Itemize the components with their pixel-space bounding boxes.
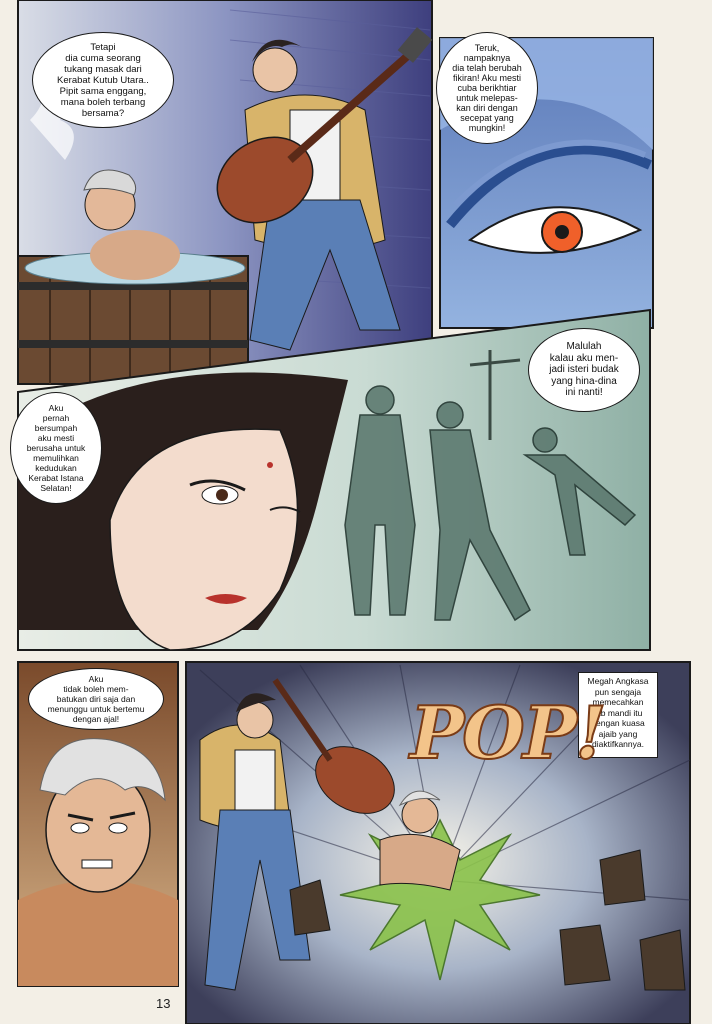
speech-balloon-panel-3-left: Aku pernah bersumpah aku mesti berusaha untuk memulihkan kedudukan Kerabat Istana Selatan! — [10, 392, 102, 504]
speech-balloon-panel-3-right: Malulah kalau aku men- jadi isteri budak yang hina-dina ini nanti! — [528, 328, 640, 412]
page-number: 13 — [156, 996, 171, 1011]
speech-balloon-panel-4: Aku tidak boleh mem- batukan diri saja dan menunggu untuk bertemu dengan ajal! — [28, 668, 164, 730]
caption-box-panel-5: Megah Angkasa pun sengaja memecahkan tab mandi itu dengan kuasa ajaib yang diaktifkannya. — [578, 672, 658, 758]
speech-balloon-panel-2: Teruk, nampaknya dia telah berubah fikiran! Aku mesti cuba berikhtiar untuk melepas- kan diri dengan secepat yang mungkin! — [436, 32, 538, 144]
sound-effect-text: POP! — [410, 690, 605, 775]
speech-balloon-panel-1: Tetapi dia cuma seorang tukang masak dari Kerabat Kutub Utara.. Pipit sama enggang, mana boleh terbang bersama? — [32, 32, 174, 128]
